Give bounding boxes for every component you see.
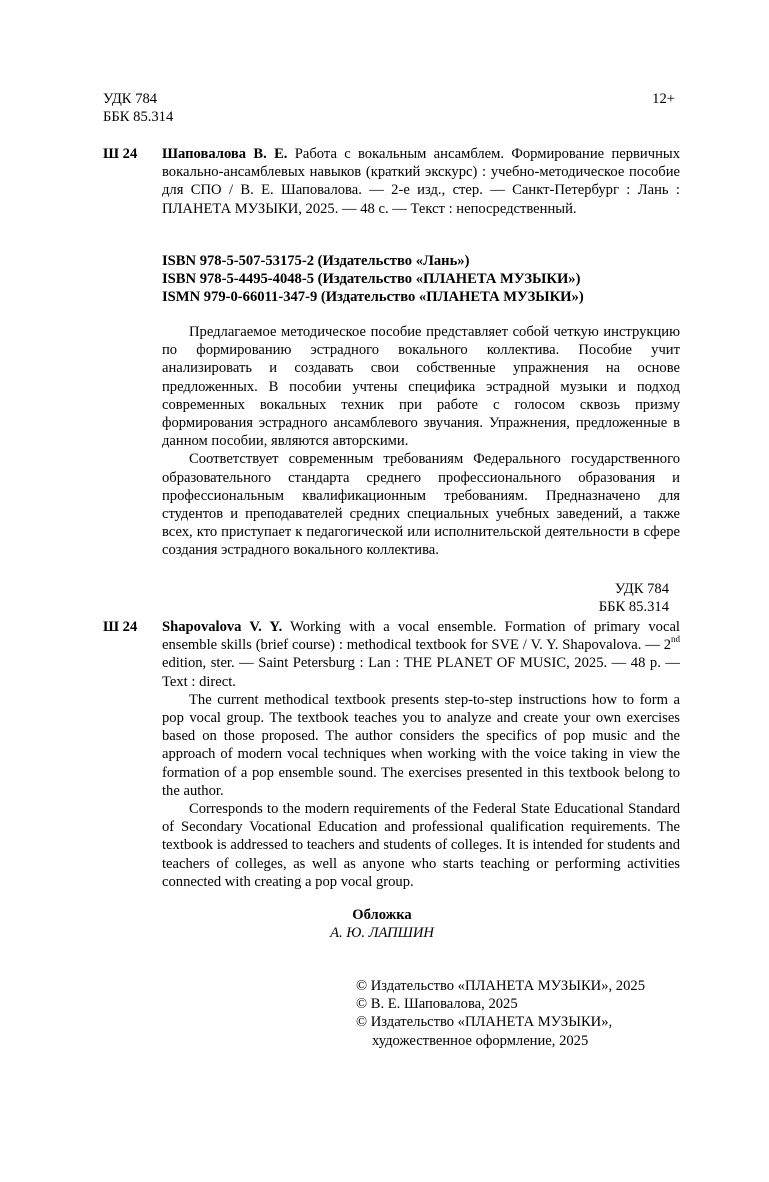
cover-artist: А. Ю. ЛАПШИН bbox=[330, 925, 434, 942]
ismn-line: ISMN 979-0-66011-347-9 (Издательство «ПЛАНЕТА МУЗЫКИ») bbox=[162, 289, 584, 306]
bbk-code: ББК 85.314 bbox=[103, 109, 174, 126]
abstract-paragraph-en: Corresponds to the modern requirements of the Federal State Educational Standard of Secondary Vocational Education and professional qualification requirements. The textbook is addressed to teachers and students of colleges. It is intended for students and teachers of colleges, as well as anyone who starts teaching or performing activities connected with creating a pop vocal group. bbox=[162, 801, 680, 890]
copyright-line: © Издательство «ПЛАНЕТА МУЗЫКИ», 2025 bbox=[356, 978, 645, 994]
udk-block bbox=[103, 90, 173, 126]
copyright-block bbox=[356, 977, 645, 1050]
abstract-ru bbox=[162, 323, 680, 560]
copyright-line: © Издательство «ПЛАНЕТА МУЗЫКИ», bbox=[356, 1014, 613, 1031]
bibliographic-entry-ru bbox=[162, 145, 680, 218]
bibliographic-entry-en bbox=[162, 618, 680, 891]
ordinal-suffix: nd bbox=[671, 634, 680, 645]
isbn-block bbox=[162, 252, 584, 307]
author-name-en: Shapovalova V. Y. bbox=[162, 619, 283, 635]
copyright-line: © В. Е. Шаповалова, 2025 bbox=[356, 996, 518, 1013]
udk-code: УДК 784 bbox=[103, 91, 158, 107]
udk-code: УДК 784 bbox=[614, 581, 669, 597]
author-mark-en: Ш 24 bbox=[103, 619, 138, 635]
entry-paragraph-en bbox=[162, 618, 680, 691]
copyright-line: художественное оформление, 2025 bbox=[372, 1032, 589, 1049]
cover-credit bbox=[162, 906, 602, 942]
author-name-ru: Шаповалова В. Е. bbox=[162, 146, 288, 162]
bbk-code: ББК 85.314 bbox=[598, 599, 669, 616]
udk-block-en bbox=[599, 580, 669, 616]
author-mark-ru: Ш 24 bbox=[103, 146, 138, 162]
abstract-paragraph: Соответствует современным требованиям Федерального государственного образовательного стандарта среднего профессионального образования и профессиональным квалификационным требованиям. Предназначено для студентов и преподавателей средних специальных учебных заведений, а также всех, кто приступает к педагогической или исполнительской деятельности в сфере создания эстрадного вокального коллектива. bbox=[162, 451, 680, 559]
age-rating: 12+ bbox=[652, 91, 675, 107]
cover-title: Обложка bbox=[352, 907, 412, 923]
isbn-line: ISBN 978-5-507-53175-2 (Издательство «Лань») bbox=[162, 253, 470, 269]
abstract-paragraph: Предлагаемое методическое пособие представляет собой четкую инструкцию по формированию эстрадного вокального коллектива. Пособие учит анализировать и создавать свои собственные упражнения на основе предложенных. В пособии учтены специфика эстрадной музыки и подход современных вокальных техник при работе с голосом сквозь призму формирования эстрадного ансамблевого звучания. Упражнения, предложенные в данном пособии, являются авторскими. bbox=[162, 324, 680, 450]
entry-text-en: Working with a vocal ensemble. Formation of primary vocal ensemble skills (brief course) : methodical textbook for SVE / V. Y. Shapovalova. — 2 bbox=[162, 619, 680, 654]
entry-text-ru: Работа с вокальным ансамблем. Формирование первичных вокально-ансамблевых навыков (краткий экскурс) : учебно-методическое пособие для СПО / В. Е. Шаповалова. — 2-е изд., стер. — Санкт-Петербург : Лань : ПЛАНЕТА МУЗЫКИ, 2025. — 48 с. — Текст : непосредственный. bbox=[162, 146, 680, 217]
isbn-line: ISBN 978-5-4495-4048-5 (Издательство «ПЛАНЕТА МУЗЫКИ») bbox=[162, 271, 581, 288]
abstract-paragraph-en: The current methodical textbook presents step-to-step instructions how to form a pop vocal group. The textbook teaches you to analyze and create your own exercises based on those proposed. The author considers the specifics of pop music and the approach of modern vocal techniques when working with the voice taking in view the formation of a pop ensemble sound. The exercises presented in this textbook belong to the author. bbox=[162, 691, 680, 799]
entry-text-en-rest: edition, ster. — Saint Petersburg : Lan : THE PLANET OF MUSIC, 2025. — 48 p. — Text : direct. bbox=[162, 655, 680, 690]
